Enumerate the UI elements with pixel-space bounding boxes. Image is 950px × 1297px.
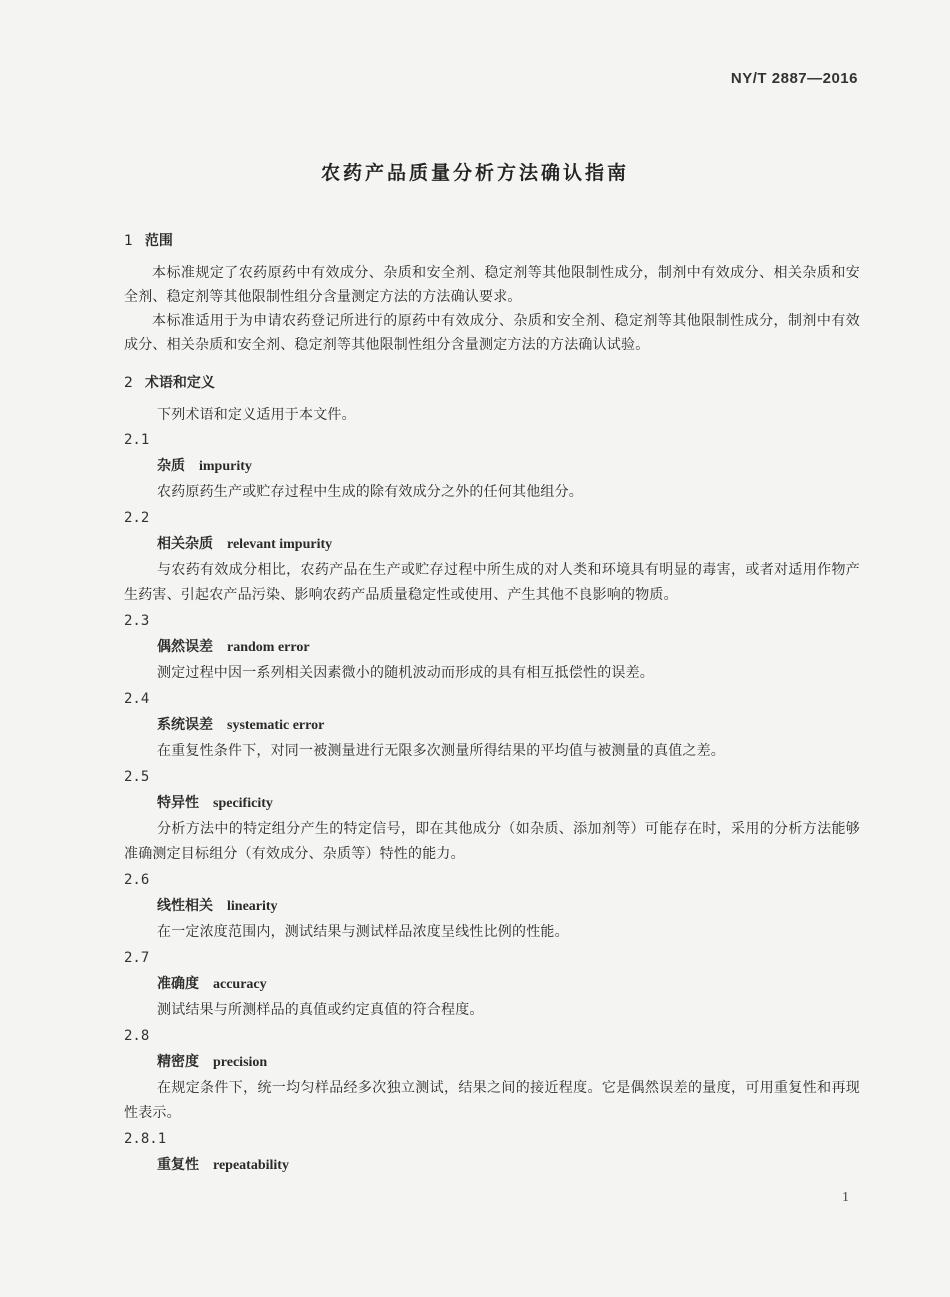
clause-number: 2.3 [124,613,150,629]
term-heading [157,531,860,558]
term-heading [157,971,860,998]
term-en: relevant impurity [227,537,333,552]
term-heading [157,634,860,661]
paragraph: 本标准适用于为申请农药登记所进行的原药中有效成分、杂质和安全剂、稳定剂等其他限制性成分，制剂中有效成分、相关杂质和安全剂、稳定剂等其他限制性组分含量测定方法的方法确认试验。 [124,313,860,353]
term-definition: 在一定浓度范围内，测试结果与测试样品浓度呈线性比例的性能。 [157,924,569,940]
term-zh: 相关杂质 [157,536,213,552]
term-zh: 精密度 [157,1054,199,1070]
term-heading [157,453,860,480]
term-zh: 线性相关 [157,898,213,914]
term-definition: 测定过程中因一系列相关因素微小的随机波动而形成的具有相互抵偿性的误差。 [157,665,654,681]
term-en: impurity [199,459,252,474]
term-zh: 重复性 [157,1157,199,1173]
clause-number: 2.7 [124,950,150,966]
clause-number: 2.5 [124,769,150,785]
term-heading [157,790,860,817]
term-en: accuracy [213,977,267,992]
term-definition: 分析方法中的特定组分产生的特定信号，即在其他成分（如杂质、添加剂等）可能存在时，采用的分析方法能够准确测定目标组分（有效成分、杂质等）特性的能力。 [124,821,860,862]
term-en: systematic error [227,718,325,733]
term-heading [157,1049,860,1076]
term-en: random error [227,640,310,655]
page-number: 1 [842,1190,849,1205]
term-en: repeatability [213,1158,289,1173]
term-heading [157,893,860,920]
clause-number: 2.2 [124,510,150,526]
term-definition: 在重复性条件下，对同一被测量进行无限多次测量所得结果的平均值与被测量的真值之差。 [157,743,725,759]
section-heading-scope [124,229,860,253]
term-definition: 测试结果与所测样品的真值或约定真值的符合程度。 [157,1002,484,1018]
term-zh: 偶然误差 [157,639,213,655]
document-body [124,229,860,1179]
section-title: 术语和定义 [144,375,215,391]
term-zh: 准确度 [157,976,199,992]
section-title: 范围 [144,233,173,249]
term-zh: 系统误差 [157,717,213,733]
clause-number: 2.6 [124,872,150,888]
clause-number: 2.4 [124,691,150,707]
term-zh: 杂质 [157,458,185,474]
section-heading-terms [124,371,860,395]
term-definition: 农药原药生产或贮存过程中生成的除有效成分之外的任何其他组分。 [157,484,583,500]
section-number: 1 [124,233,133,249]
document-title: 农药产品质量分析方法确认指南 [320,162,629,184]
term-en: precision [213,1055,268,1070]
term-definition: 与农药有效成分相比，农药产品在生产或贮存过程中所生成的对人类和环境具有明显的毒害，或者对适用作物产生药害、引起农产品污染、影响农药产品质量稳定性或使用、产生其他不良影响的物质。 [124,562,860,603]
term-heading [157,712,860,739]
term-heading [157,1152,860,1179]
term-definition: 在规定条件下，统一均匀样品经多次独立测试，结果之间的接近程度。它是偶然误差的量度，可用重复性和再现性表示。 [124,1080,860,1121]
term-en: linearity [227,899,278,914]
paragraph: 本标准规定了农药原药中有效成分、杂质和安全剂、稳定剂等其他限制性成分，制剂中有效成分、相关杂质和安全剂、稳定剂等其他限制性组分含量测定方法的方法确认要求。 [124,265,860,305]
term-zh: 特异性 [157,795,199,811]
section-number: 2 [124,375,133,391]
term-en: specificity [213,796,273,811]
clause-number: 2.1 [124,432,150,448]
paragraph: 下列术语和定义适用于本文件。 [157,407,356,423]
clause-number: 2.8.1 [124,1131,167,1147]
clause-number: 2.8 [124,1028,150,1044]
standard-code: NY/T 2887—2016 [730,70,858,87]
